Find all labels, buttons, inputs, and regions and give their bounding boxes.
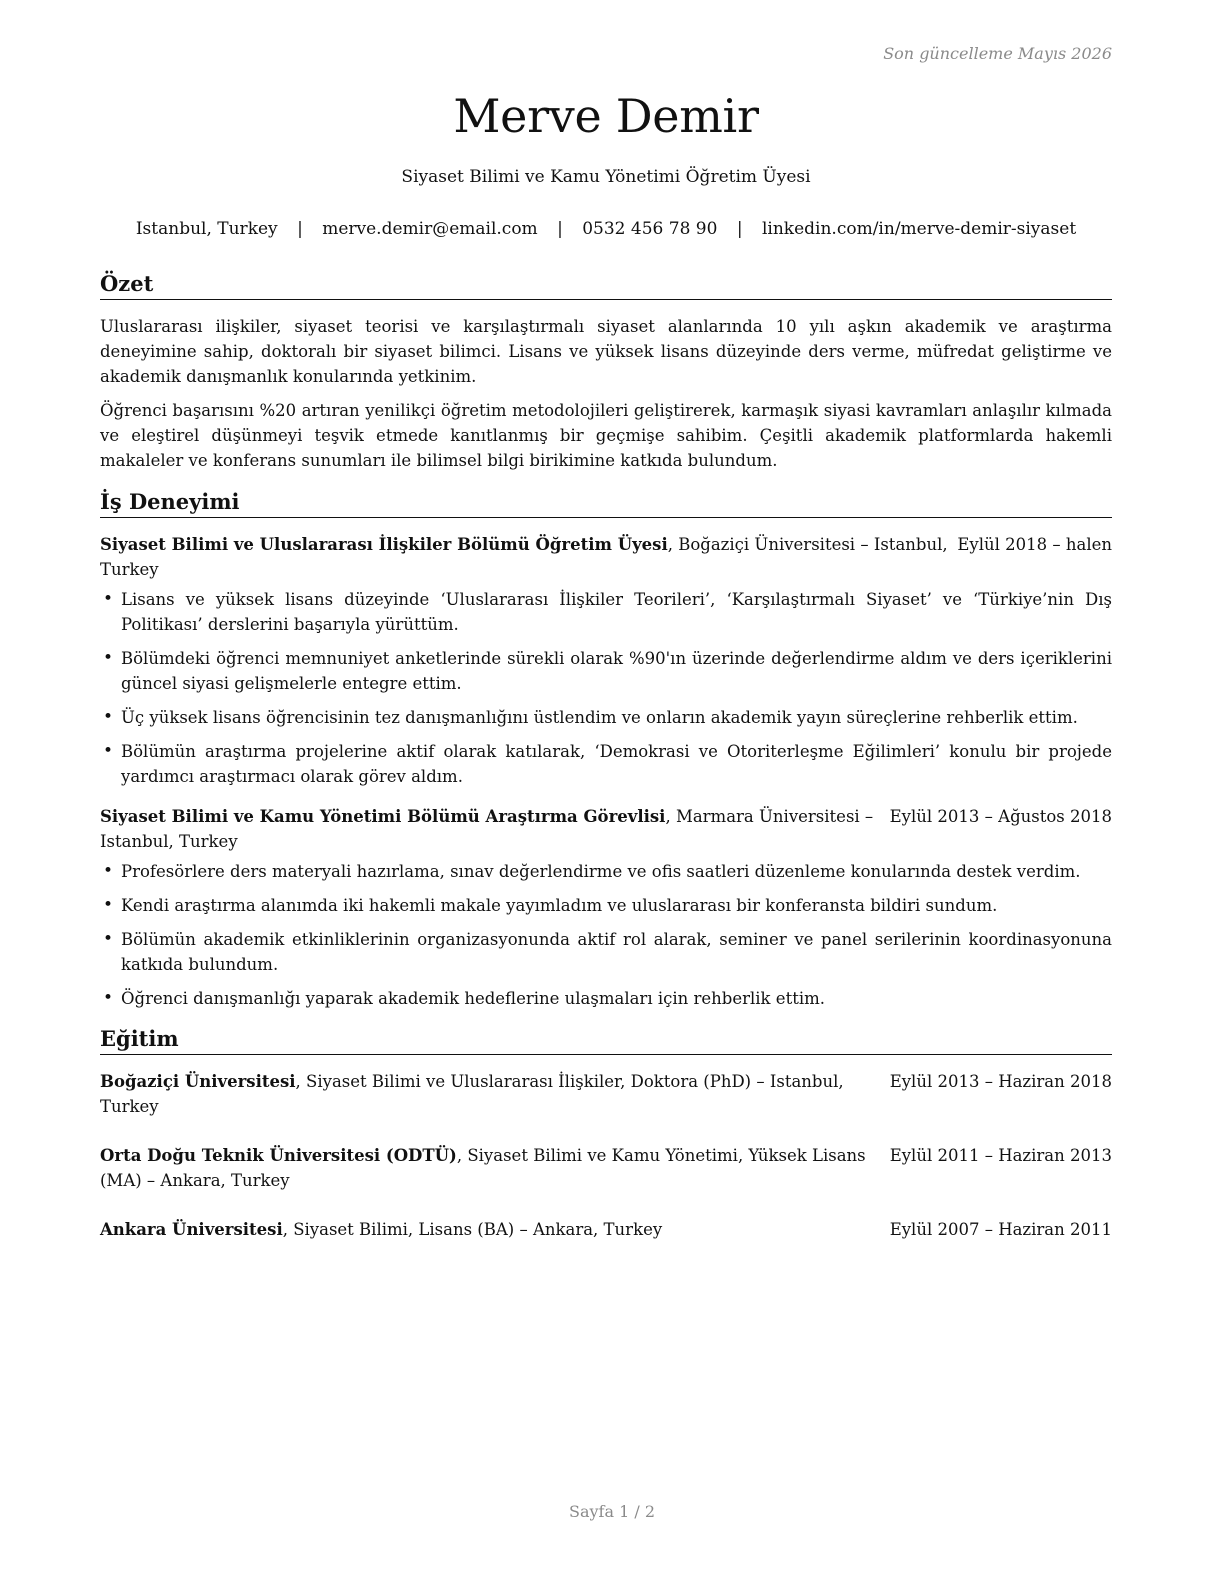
contact-line bbox=[100, 219, 1112, 239]
summary-paragraph: Uluslararası ilişkiler, siyaset teorisi ve karşılaştırmalı siyaset alanlarında 10 yılı aşkın akademik ve araştırma deneyimine sahip, doktoralı bir siyaset bilimci. Lisans ve yüksek lisans düzeyinde ders verme, müfredat geliştirme ve akademik danışmanlık konularında yetkinim. bbox=[100, 317, 1112, 386]
contact-separator: | bbox=[736, 219, 743, 239]
job-organization: , Boğaziçi Üniversitesi – Istanbul, Turkey bbox=[100, 535, 948, 579]
list-item: • Öğrenci danışmanlığı yaparak akademik hedeflerine ulaşmaları için rehberlik ettim. bbox=[100, 986, 1112, 1011]
contact-separator: | bbox=[297, 219, 303, 239]
job-title: Siyaset Bilimi ve Kamu Yönetimi Öğretim Üyesi bbox=[401, 167, 811, 187]
last-updated: Son güncelleme Mayıs 2026 bbox=[883, 44, 1112, 63]
list-item: • Profesörlere ders materyali hazırlama, sınav değerlendirme ve ofis saatleri düzenleme konularında destek verdim. bbox=[100, 859, 1112, 884]
education-details: , Siyaset Bilimi ve Uluslararası İlişkiler, Doktora (PhD) – Istanbul, Turkey bbox=[100, 1072, 844, 1116]
person-name: Merve Demir bbox=[453, 89, 759, 143]
education-school: Ankara Üniversitesi bbox=[100, 1220, 283, 1239]
section-title-education: Eğitim bbox=[100, 1025, 1112, 1055]
summary-paragraph: Öğrenci başarısını %20 artıran yenilikçi öğretim metodolojileri geliştirerek, karmaşık siyasi kavramları anlaşılır kılmada ve eleştirel düşünmeyi teşvik etmede kanıtlanmış bir geçmişe sahibim. Çeşitli akademik platformlarda hakemli makaleler ve konferans sunumları ile bilimsel bilgi birikimine katkıda bulundum. bbox=[100, 401, 1112, 470]
education-school: Boğaziçi Üniversitesi bbox=[100, 1072, 296, 1091]
education-entry bbox=[100, 1217, 1112, 1242]
education-school: Orta Doğu Teknik Üniversitesi (ODTÜ) bbox=[100, 1146, 457, 1165]
job-role: Siyaset Bilimi ve Uluslararası İlişkiler Bölümü Öğretim Üyesi bbox=[100, 535, 668, 554]
education-dates: Eylül 2007 – Haziran 2011 bbox=[889, 1220, 1112, 1239]
education-entry bbox=[100, 1143, 1112, 1193]
contact-location: Istanbul, Turkey bbox=[135, 219, 278, 239]
list-item: • Lisans ve yüksek lisans düzeyinde ‘Uluslararası İlişkiler Teorileri’, ‘Karşılaştırmalı Siyaset’ ve ‘Türkiye’nin Dış Politikası’ derslerini başarıyla yürüttüm. bbox=[100, 587, 1112, 637]
section-title-summary: Özet bbox=[100, 270, 1112, 300]
education-dates: Eylül 2013 – Haziran 2018 bbox=[889, 1072, 1112, 1091]
list-item: • Bölümün araştırma projelerine aktif olarak katılarak, ‘Demokrasi ve Otoriterleşme Eğilimleri’ konulu bir projede yardımcı araştırmacı olarak görev aldım. bbox=[100, 739, 1112, 789]
contact-email[interactable]: merve.demir@email.com bbox=[322, 219, 538, 239]
education-entry bbox=[100, 1069, 1112, 1119]
education-details: , Siyaset Bilimi, Lisans (BA) – Ankara, Turkey bbox=[282, 1220, 663, 1239]
education-details: , Siyaset Bilimi ve Kamu Yönetimi, Yüksek Lisans (MA) – Ankara, Turkey bbox=[100, 1146, 866, 1190]
list-item: • Kendi araştırma alanımda iki hakemli makale yayımladım ve uluslararası bir konferansta bildiri sundum. bbox=[100, 893, 1112, 918]
list-item: • Bölümdeki öğrenci memnuniyet anketlerinde sürekli olarak %90'ın üzerinde değerlendirme aldım ve ders içeriklerini güncel siyasi gelişmelerle entegre ettim. bbox=[100, 646, 1112, 696]
contact-phone[interactable]: 0532 456 78 90 bbox=[582, 219, 718, 239]
contact-linkedin[interactable]: linkedin.com/in/merve-demir-siyaset bbox=[761, 219, 1077, 239]
job-role: Siyaset Bilimi ve Kamu Yönetimi Bölümü Araştırma Görevlisi bbox=[100, 807, 666, 826]
job-dates: Eylül 2018 – halen bbox=[957, 535, 1112, 554]
job-entry-header bbox=[100, 804, 1112, 854]
list-item: • Üç yüksek lisans öğrencisinin tez danışmanlığını üstlendim ve onların akademik yayın süreçlerine rehberlik ettim. bbox=[100, 705, 1112, 730]
section-title-experience: İş Deneyimi bbox=[100, 488, 1112, 518]
job-dates: Eylül 2013 – Ağustos 2018 bbox=[889, 807, 1112, 826]
education-dates: Eylül 2011 – Haziran 2013 bbox=[889, 1146, 1112, 1165]
list-item: • Bölümün akademik etkinliklerinin organizasyonunda aktif rol alarak, seminer ve panel serilerinin koordinasyonuna katkıda bulundum. bbox=[100, 927, 1112, 977]
job-entry-header bbox=[100, 532, 1112, 582]
job-organization: , Marmara Üniversitesi – Istanbul, Turkey bbox=[100, 807, 874, 851]
job-bullets bbox=[100, 587, 1112, 798]
page-number: Sayfa 1 / 2 bbox=[568, 1502, 655, 1521]
job-bullets bbox=[100, 859, 1112, 1020]
contact-separator: | bbox=[557, 219, 563, 239]
